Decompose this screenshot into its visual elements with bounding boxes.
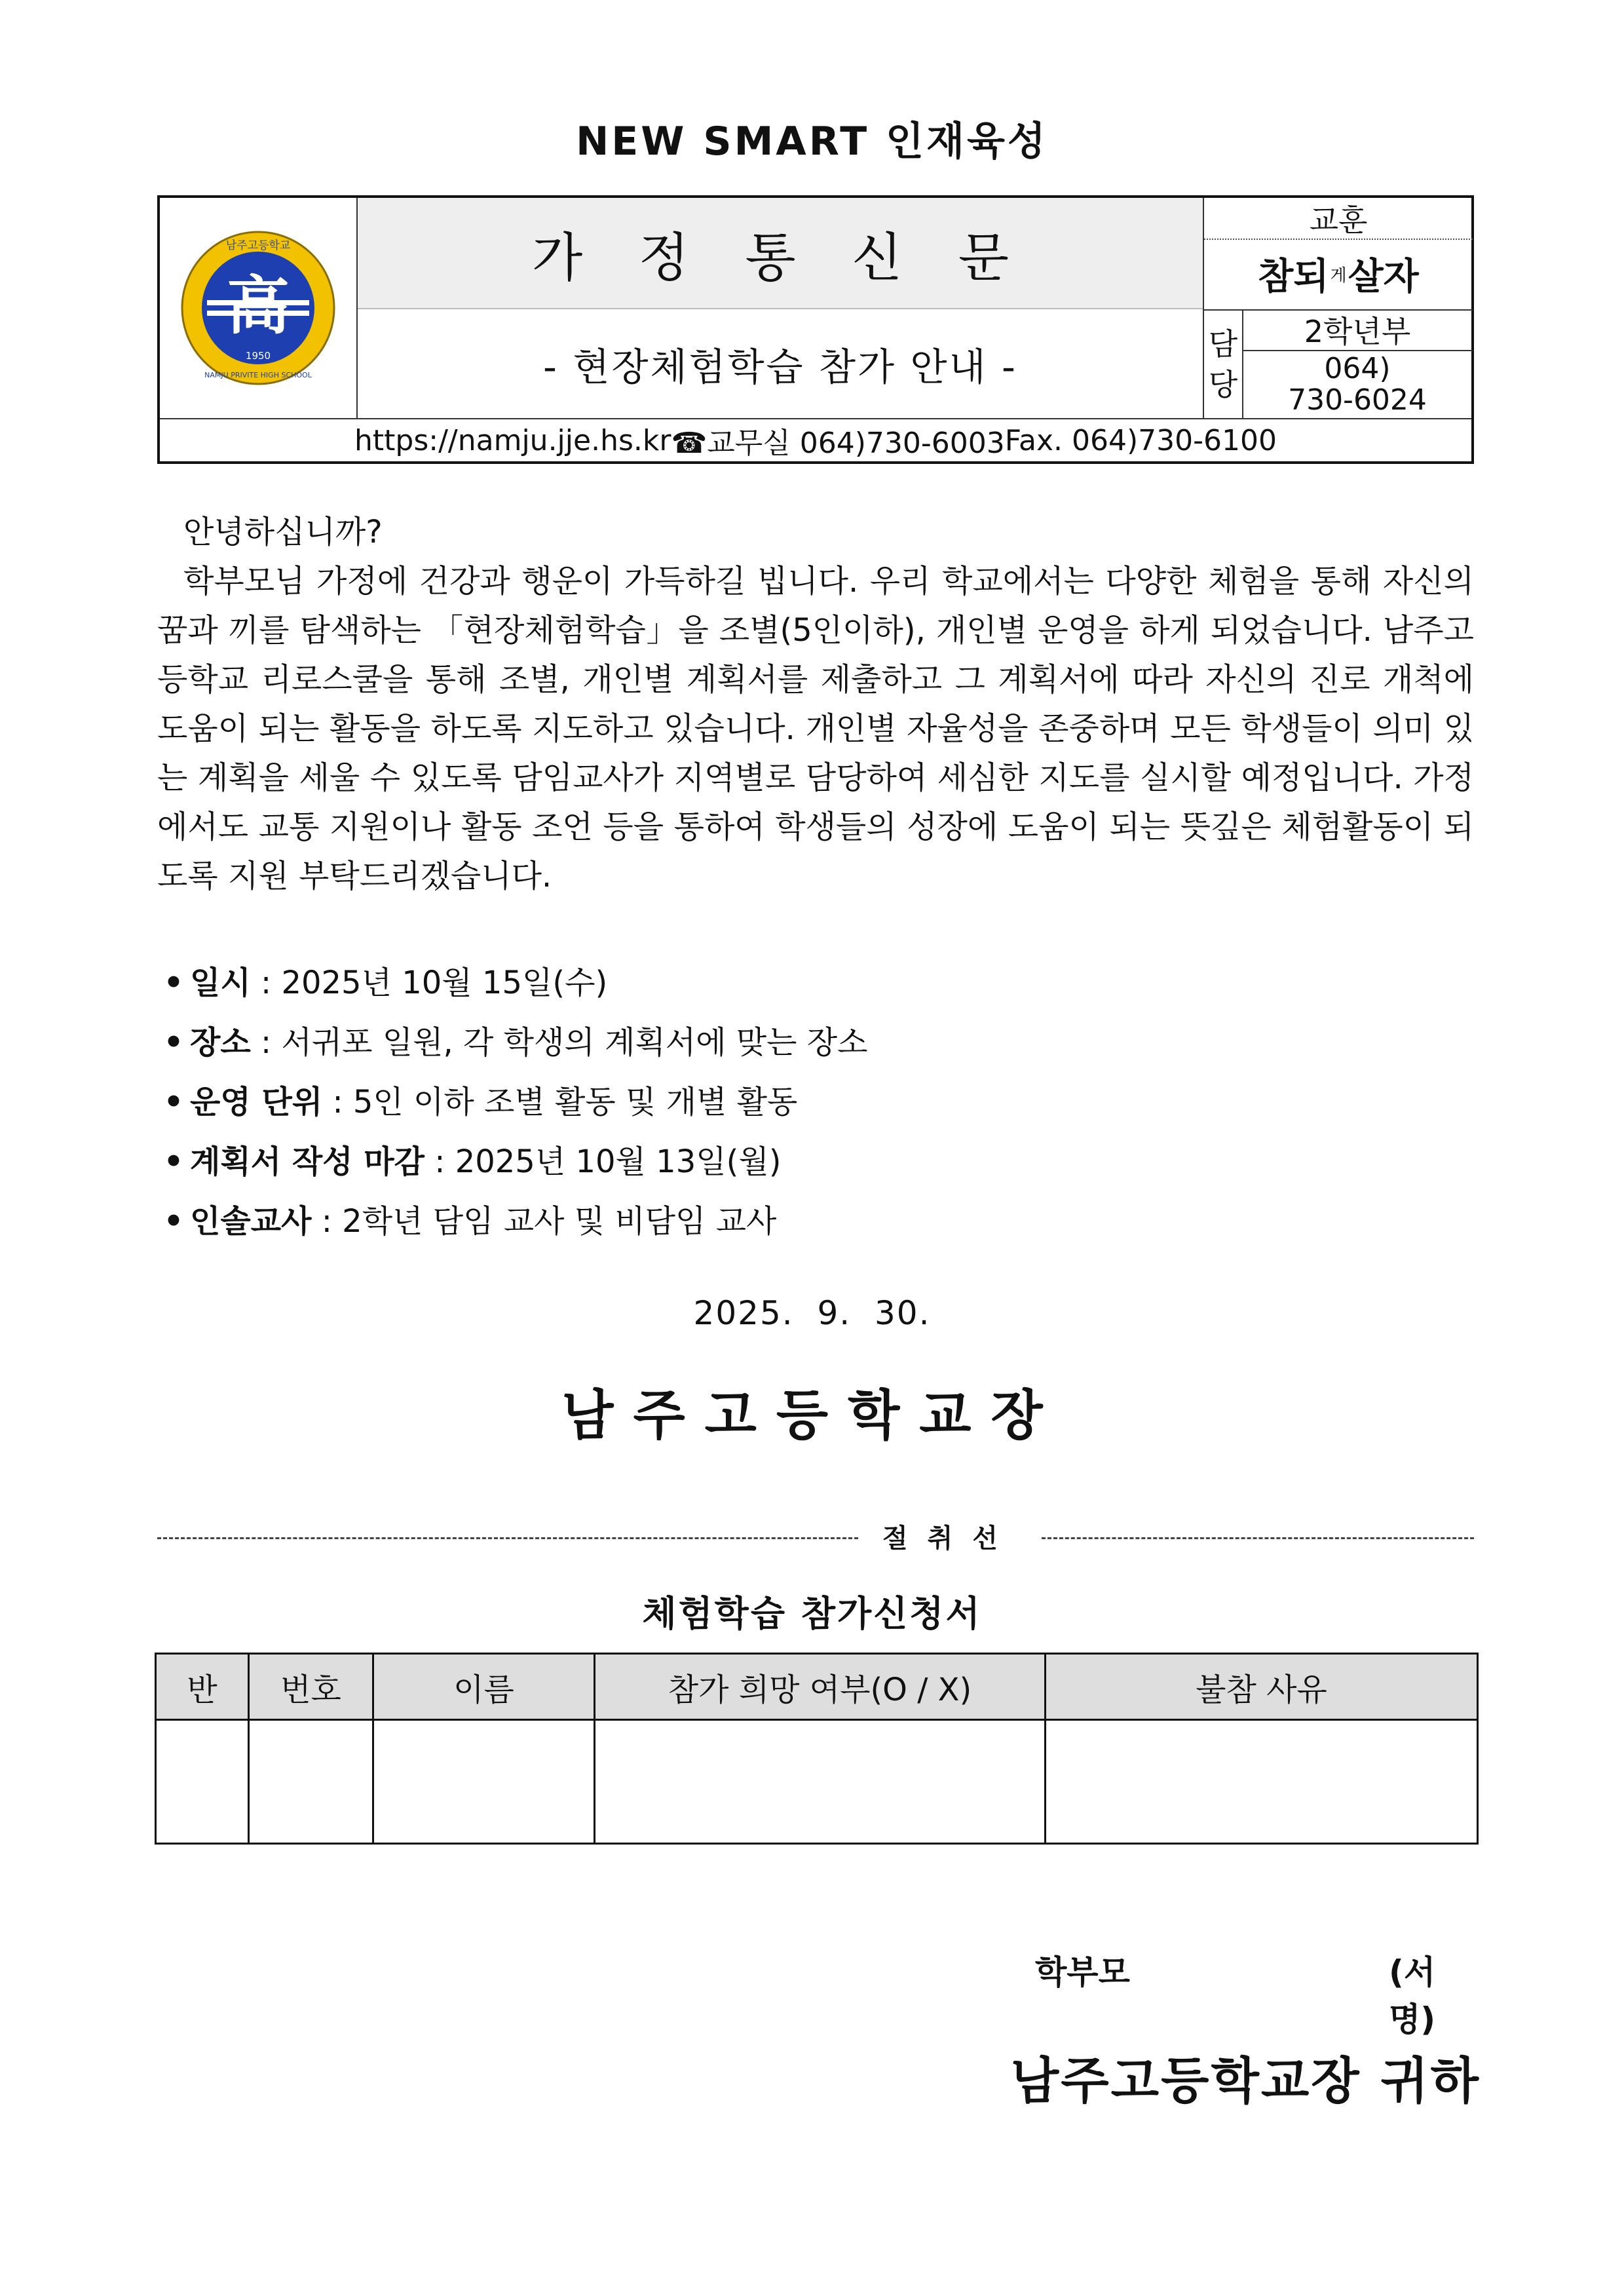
cut-dash-left [157,1537,858,1539]
cut-label: 절취선 [882,1523,1017,1554]
item-label: 운영 단위 [190,1084,323,1120]
details-list [157,953,1474,1252]
name-field[interactable] [373,1720,595,1844]
header-info-column [1203,198,1471,419]
principal-signature: 남주고등학교장 [561,1385,1063,1447]
contact-row [160,419,1471,461]
school-logo-cell [160,198,358,419]
item-label: 장소 [190,1024,251,1061]
slogan: NEW SMART 인재육성 [576,119,1048,164]
item-sep: : [425,1143,455,1180]
letter-body [157,508,1474,901]
department: 2학년부 [1242,309,1473,351]
list-item-date [157,953,1474,1013]
item-sep: : [250,965,282,1001]
list-item-unit [157,1073,1474,1132]
list-item-place [157,1013,1474,1073]
item-label: 인솔교사 [190,1203,312,1240]
item-value: 2025년 10월 13일(월) [455,1143,782,1180]
participation-field[interactable] [595,1720,1046,1844]
svg-text:高: 高 [227,269,290,343]
column-header-participation: 참가 희망 여부(O / X) [595,1654,1046,1720]
greeting: 안녕하십니까? [183,514,383,550]
signature-label: (서명) [1389,1953,1436,2038]
school-emblem-icon [179,229,337,387]
cut-line [157,1519,1474,1558]
item-label: 일시 [190,965,251,1001]
in-charge-label [1204,309,1243,419]
column-header-name: 이름 [373,1654,595,1720]
item-label: 계획서 작성 마감 [190,1143,425,1180]
item-sep: : [250,1024,282,1061]
item-value: 2학년 담임 교사 및 비담임 교사 [342,1203,777,1240]
number-field[interactable] [249,1720,373,1844]
issue-date: 2025. 9. 30. [693,1294,931,1332]
phone-line-2: 730-6024 [1288,383,1427,417]
column-header-class: 반 [156,1654,249,1720]
in-charge-char-1: 담 [1208,326,1238,362]
bullet: • [163,1203,184,1240]
document-subtitle: - 현장체험학습 참가 안내 - [358,309,1203,419]
form-title: 체험학습 참가신청서 [642,1593,982,1634]
addressee: 남주고등학교장 귀하 [1010,2052,1481,2110]
in-charge-char-2: 당 [1208,367,1238,402]
phone-line-1: 064) [1324,352,1391,385]
website-link[interactable]: https://namju.jje.hs.kr [354,423,671,457]
fax-number: Fax. 064)730-6100 [1004,423,1277,457]
motto-part2: 게 [1330,265,1347,286]
motto-part3: 살자 [1348,255,1419,298]
parent-label: 학부모 [1035,1953,1130,1991]
motto-part1: 참되 [1258,255,1329,298]
item-sep: : [322,1084,353,1120]
form-header-row [156,1654,1478,1720]
bullet: • [163,1143,184,1180]
column-header-number: 번호 [249,1654,373,1720]
form-input-row [156,1720,1478,1844]
application-form-table [155,1653,1479,1845]
column-header-absence-reason: 불참 사유 [1046,1654,1478,1720]
item-value: 서귀포 일원, 각 학생의 계획서에 맞는 장소 [281,1024,868,1061]
school-motto [1204,239,1473,311]
bullet: • [163,1084,184,1120]
letter-header [157,195,1474,464]
office-phone: ☎교무실 064)730-6003 [671,427,1005,460]
bullet: • [163,1024,184,1061]
class-field[interactable] [156,1720,249,1844]
list-item-teachers [157,1192,1474,1252]
item-value: 2025년 10월 15일(수) [281,965,608,1001]
department-phone [1242,350,1473,419]
motto-label: 교훈 [1204,198,1473,240]
body-paragraph: 학부모님 가정에 건강과 행운이 가득하길 빕니다. 우리 학교에서는 다양한 체험을 통해 자신의 꿈과 끼를 탐색하는 「현장체험학습」을 조별(5인이하), 개인별 운영을 하게 되었습니다. 남주고등학교 리로스쿨을 통해 조별, 개인별 계획서를 제출하고 그 계획서에 따라 자신의 진로 개척에 도움이 되는 활동을 하도록 지도하고 있습니다. 개인별 자율성을 존중하며 모든 학생들이 의미 있는 계획을 세울 수 있도록 담임교사가 지역별로 담당하여 세심한 지도를 실시할 예정입니다. 가정에서도 교통 지원이나 활동 조언 등을 통하여 학생들의 성장에 도움이 되는 뜻깊은 체험활동이 되도록 지원 부탁드리겠습니다. [157,563,1474,894]
document-title: 가 정 통 신 문 [358,198,1203,309]
list-item-deadline [157,1132,1474,1192]
cut-dash-right [1042,1537,1474,1539]
svg-text:1950: 1950 [245,350,271,362]
bullet: • [163,965,184,1001]
absence-reason-field[interactable] [1046,1720,1478,1844]
svg-text:남주고등학교: 남주고등학교 [225,239,291,252]
item-sep: : [311,1203,343,1240]
item-value: 5인 이하 조별 활동 및 개별 활동 [352,1084,798,1120]
svg-text:NAMJU PRIVITE HIGH SCHOOL: NAMJU PRIVITE HIGH SCHOOL [204,371,312,379]
